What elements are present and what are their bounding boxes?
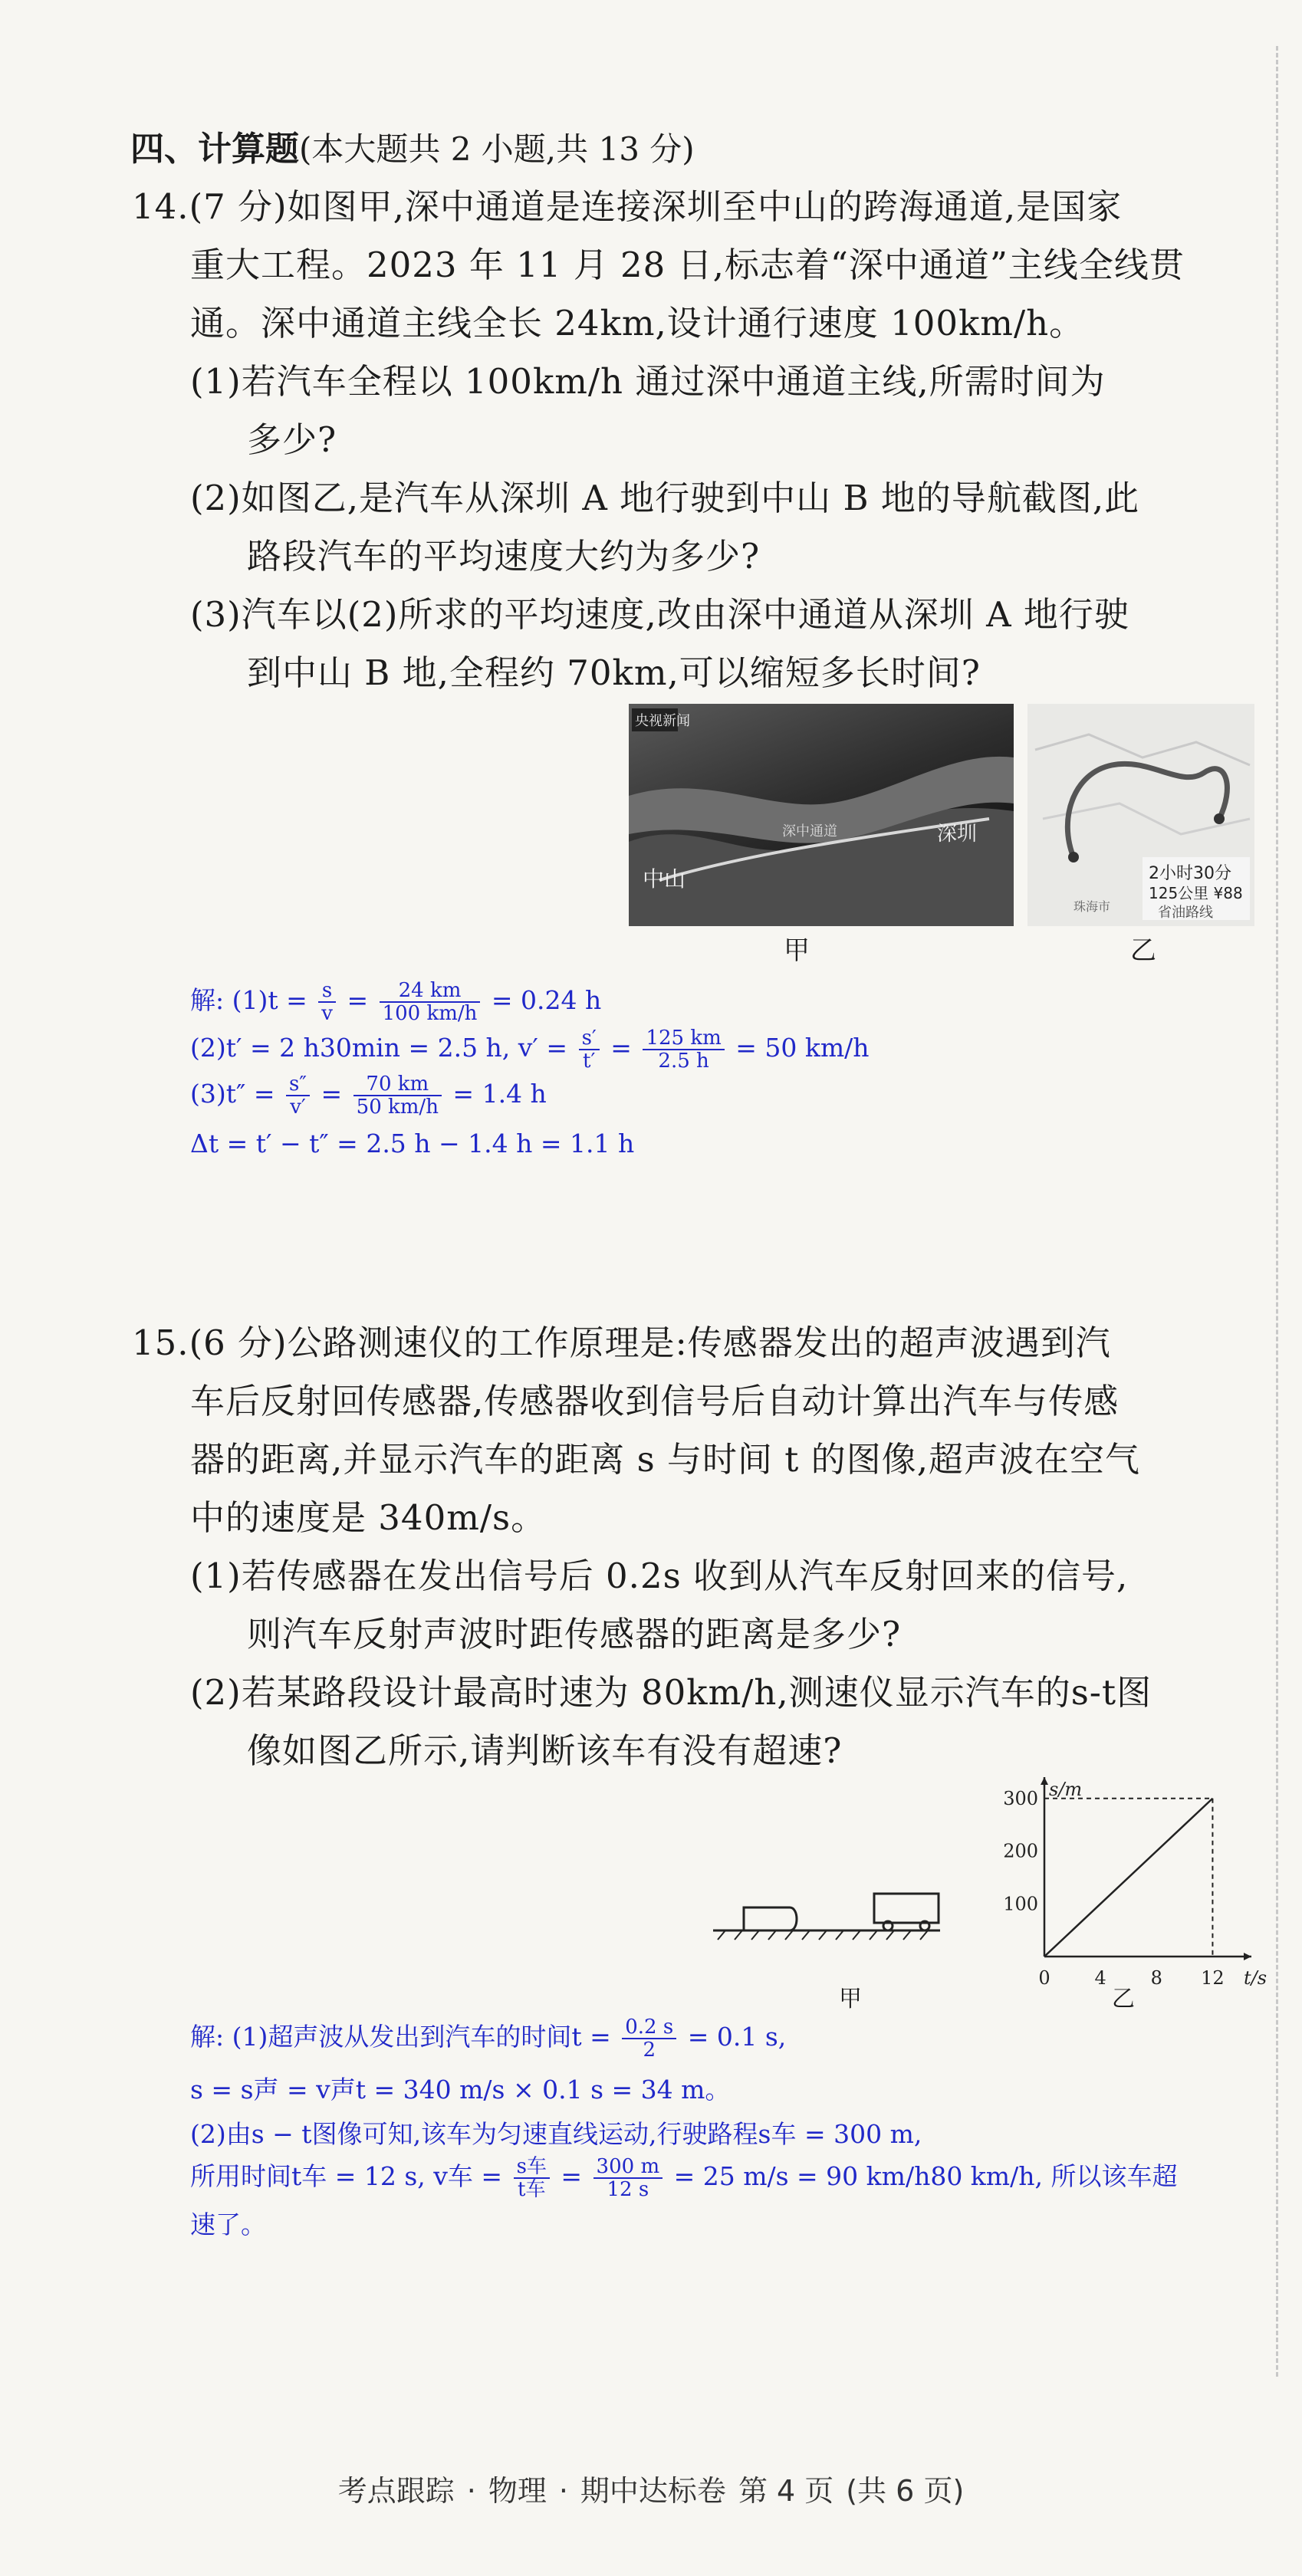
q15-sol4-mid: = — [552, 2161, 590, 2191]
hatch-mark — [735, 1930, 742, 1940]
q15-sol4-frac-a — [514, 2156, 550, 2200]
footer-series: 考点跟踪 — [337, 2474, 455, 2508]
q15-line-4: 中的速度是 340m/s。 — [190, 1497, 547, 1538]
q14-sol3-post: = 1.4 h — [444, 1079, 547, 1109]
fig-jia-badge: 央视新闻 — [635, 713, 690, 729]
x-tick-label: 8 — [1150, 1967, 1162, 1989]
q14-sol1-den2: 100 km/h — [382, 1002, 478, 1025]
hatch-mark — [751, 1930, 759, 1940]
q14-sol2-den: t′ — [583, 1050, 596, 1073]
q14-line-1: 14.(7 分)如图甲,深中通道是连接深圳至中山的跨海通道,是国家 — [132, 186, 1123, 227]
section-title — [130, 121, 695, 170]
q14-sol2-pre: (2)t′ = 2 h30min = 2.5 h, v′ = — [190, 1033, 576, 1063]
q15-sol4-num2: 300 m — [593, 2156, 663, 2179]
q15-line-5: (1)若传感器在发出信号后 0.2s 收到从汽车反射回来的信号, — [190, 1556, 1129, 1596]
car-body — [874, 1894, 939, 1923]
q15-solution-line-4 — [190, 2156, 1177, 2200]
q14-sol1-frac-b — [380, 980, 481, 1024]
fig-yi-city: 珠海市 — [1073, 899, 1111, 914]
y-tick-label: 100 — [1003, 1893, 1038, 1915]
q15-sol4-den2: 12 s — [607, 2178, 649, 2201]
q14-solution-line-1 — [190, 980, 601, 1024]
q14-sol3-frac-a — [286, 1073, 310, 1118]
q15-solution-line-2: s = s声 = v声t = 340 m/s × 0.1 s = 34 m。 — [190, 2075, 731, 2104]
q14-sol1-num2: 24 km — [380, 980, 481, 1003]
fig-jia-label-left: 中山 — [643, 866, 686, 892]
q14-sol3-frac-b — [353, 1073, 442, 1118]
footer-total: (共 6 页) — [846, 2474, 965, 2508]
ground-hatch — [718, 1930, 928, 1940]
x-tick-label: 0 — [1038, 1967, 1050, 1989]
fig-yi-dist: 125公里 ¥88 — [1149, 884, 1243, 902]
binding-dashed-line — [1276, 46, 1278, 2377]
y-axis-label: s/m — [1049, 1779, 1083, 1800]
footer-exam: 期中达标卷 — [580, 2474, 726, 2508]
q15-line-6: 则汽车反射声波时距传感器的距离是多少? — [247, 1614, 902, 1654]
q15-solution-line-1 — [190, 2016, 786, 2061]
hatch-mark — [718, 1930, 725, 1940]
fig-jia-sensor-car — [713, 1871, 943, 1986]
hatch-mark — [768, 1930, 776, 1940]
q14-sol3-den2: 50 km/h — [356, 1096, 439, 1119]
x-axis-label: t/s — [1244, 1967, 1267, 1989]
q15-sol1-pre: 解: (1)超声波从发出到汽车的时间t = — [190, 2022, 620, 2052]
q14-sol2-frac-b — [643, 1027, 724, 1072]
q14-line-7: 路段汽车的平均速度大约为多少? — [247, 536, 761, 577]
q15-solution-line-3: (2)由s − t图像可知,该车为匀速直线运动,行驶路程s车 = 300 m, — [190, 2119, 922, 2149]
fig-jia-label-mid: 深中通道 — [782, 823, 837, 840]
q15-sol4-frac-b — [593, 2156, 663, 2200]
fig-yi-point-b — [1068, 852, 1079, 863]
footer-page: 第 4 页 — [738, 2474, 834, 2508]
q14-solution-line-4: Δt = t′ − t″ = 2.5 h − 1.4 h = 1.1 h — [190, 1129, 635, 1158]
y-tick-label: 200 — [1003, 1840, 1038, 1862]
fig-yi-route-path — [1067, 764, 1227, 857]
q15-solution-line-5: 速了。 — [190, 2210, 266, 2239]
q14-line-5: 多少? — [247, 419, 337, 460]
q14-line-4: (1)若汽车全程以 100km/h 通过深中通道主线,所需时间为 — [190, 361, 1106, 402]
q14-sol3-num2: 70 km — [353, 1073, 442, 1096]
q14-line-6: (2)如图乙,是汽车从深圳 A 地行驶到中山 B 地的导航截图,此 — [190, 478, 1140, 518]
q15-fig-jia-caption: 甲 — [839, 1986, 862, 2013]
fig-jia-caption: 甲 — [784, 935, 810, 966]
q14-sol1-frac-a — [318, 980, 336, 1024]
hatch-mark — [853, 1930, 860, 1940]
hatch-mark — [870, 1930, 877, 1940]
q14-sol1-mid: = — [338, 985, 376, 1015]
footer-sep-2: · — [558, 2474, 568, 2508]
hatch-mark — [819, 1930, 827, 1940]
q15-fig-yi-caption: 乙 — [1112, 1986, 1135, 2013]
fig-yi-road-1 — [1035, 734, 1250, 765]
q14-sol3-num: s″ — [286, 1073, 310, 1096]
q15-sol1-frac — [622, 2016, 676, 2061]
section-note: (本大题共 2 小题,共 13 分) — [299, 130, 695, 168]
x-axis-arrow — [1244, 1953, 1251, 1960]
q14-sol1-num: s — [318, 980, 336, 1003]
y-axis-arrow — [1041, 1777, 1048, 1785]
q14-sol3-mid: = — [313, 1079, 350, 1109]
fig-jia-label-right: 深圳 — [937, 823, 978, 846]
footer-subject: 物理 — [488, 2474, 547, 2508]
q14-solution-line-3 — [190, 1073, 547, 1118]
q15-sol1-den: 2 — [643, 2039, 656, 2062]
x-tick-label: 12 — [1201, 1967, 1225, 1989]
fig-yi-st-chart — [985, 1779, 1267, 2001]
q14-sol2-num: s′ — [579, 1027, 600, 1050]
q14-sol3-pre: (3)t″ = — [190, 1079, 283, 1109]
q15-line-1: 15.(6 分)公路测速仪的工作原理是:传感器发出的超声波遇到汽 — [132, 1322, 1111, 1363]
q15-sol4-num: s车 — [514, 2156, 550, 2179]
q14-sol2-frac-a — [579, 1027, 600, 1072]
section-title-text: 四、计算题 — [130, 130, 299, 169]
q15-sol4-post: = 25 m/s = 90 km/h80 km/h, 所以该车超 — [666, 2161, 1178, 2191]
hatch-mark — [903, 1930, 911, 1940]
q15-line-7: (2)若某路段设计最高时速为 80km/h,测速仪显示汽车的s-t图 — [190, 1672, 1152, 1713]
hatch-mark — [836, 1930, 843, 1940]
q14-sol1-den: v — [321, 1002, 333, 1025]
q15-line-8: 像如图乙所示,请判断该车有没有超速? — [247, 1730, 843, 1771]
series-line-s-t — [1044, 1799, 1212, 1957]
q15-sol1-post: = 0.1 s, — [679, 2022, 787, 2052]
q15-line-3: 器的距离,并显示汽车的距离 s 与时间 t 的图像,超声波在空气 — [190, 1439, 1141, 1480]
fig-yi-route-label: 省油路线 — [1158, 905, 1213, 921]
q14-sol3-den: v′ — [290, 1096, 306, 1119]
q15-sol4-pre: 所用时间t车 = 12 s, v车 = — [190, 2161, 511, 2191]
fig-yi-caption: 乙 — [1130, 935, 1156, 966]
y-tick-label: 300 — [1003, 1787, 1038, 1809]
fig-yi-navigation-map — [1027, 704, 1254, 926]
hatch-mark — [920, 1930, 928, 1940]
fig-yi-map-art — [1027, 704, 1254, 926]
q15-line-2: 车后反射回传感器,传感器收到信号后自动计算出汽车与传感 — [190, 1381, 1120, 1421]
fig-jia-aerial-photo — [629, 704, 1014, 926]
fig-jia-photo-art — [629, 704, 1014, 926]
fig-yi-time: 2小时30分 — [1149, 864, 1231, 883]
q14-line-3: 通。深中通道主线全长 24km,设计通行速度 100km/h。 — [190, 303, 1085, 343]
hatch-mark — [785, 1930, 793, 1940]
sensor-device — [744, 1907, 797, 1930]
hatch-mark — [886, 1930, 894, 1940]
hatch-mark — [802, 1930, 810, 1940]
footer-sep-1: · — [466, 2474, 476, 2508]
q14-sol2-mid: = — [602, 1033, 640, 1063]
q14-solution-line-2 — [190, 1027, 870, 1072]
q14-sol2-post: = 50 km/h — [727, 1033, 870, 1063]
fig-yi-point-a — [1214, 813, 1225, 824]
q14-line-2: 重大工程。2023 年 11 月 28 日,标志着“深中通道”主线全线贯 — [190, 245, 1185, 285]
page-footer — [0, 2467, 1302, 2509]
q14-sol1-pre: 解: (1)t = — [190, 985, 316, 1015]
q15-sol1-num: 0.2 s — [622, 2016, 676, 2039]
q14-sol2-den2: 2.5 h — [658, 1050, 709, 1073]
q14-line-8: (3)汽车以(2)所求的平均速度,改由深中通道从深圳 A 地行驶 — [190, 594, 1129, 635]
q14-line-9: 到中山 B 地,全程约 70km,可以缩短多长时间? — [247, 652, 981, 693]
q14-sol2-num2: 125 km — [643, 1027, 724, 1050]
x-tick-label: 4 — [1094, 1967, 1106, 1989]
q14-sol1-post: = 0.24 h — [483, 985, 602, 1015]
q15-sol4-den: t车 — [518, 2178, 546, 2201]
